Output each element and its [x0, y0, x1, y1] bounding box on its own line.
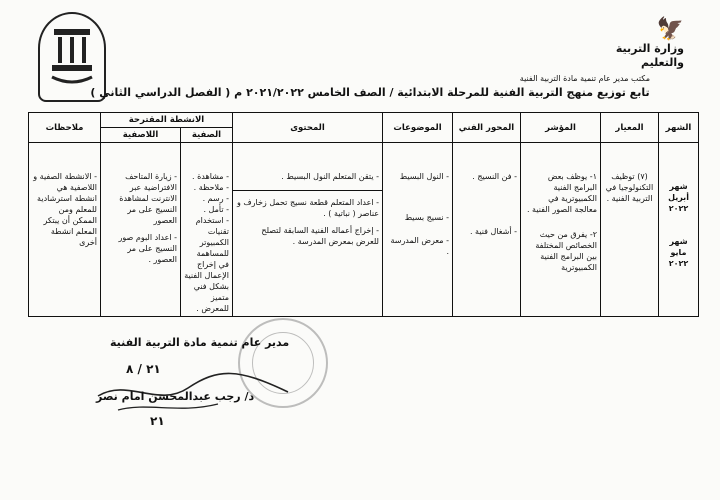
- header-axis: المحور الفني: [453, 113, 521, 143]
- notes-cell: [29, 143, 101, 317]
- header-notes: ملاحظات: [29, 113, 101, 143]
- eagle-icon: 🦅: [656, 17, 684, 42]
- header-classroom: الصفية: [181, 128, 233, 143]
- office-name: مكتب مدير عام تنمية مادة التربية الفنية: [519, 74, 650, 83]
- month-cell: [659, 143, 699, 317]
- header-activities: الانشطة المقترحة: [101, 113, 233, 128]
- classroom-cell: [181, 143, 233, 317]
- content-2: - اعداد المتعلم قطعة نسيج تحمل زخارف و عناصر ( نباتية ) .: [236, 198, 379, 218]
- axis-1: - فن النسيج .: [472, 172, 517, 181]
- topic-3: - معرض المدرسة .: [390, 236, 449, 256]
- classroom-2: - ملاحظة .: [193, 183, 229, 192]
- header-indicator: المؤشر: [521, 113, 601, 143]
- axis-2: - أشغال فنية .: [469, 227, 517, 236]
- extra-cell: [101, 143, 181, 317]
- topic-2: - نسيج بسيط: [404, 213, 449, 222]
- month-may: شهر مايو ٢٠٢٢: [668, 237, 689, 268]
- signature-scribble: [88, 358, 298, 418]
- signature-number: ٢١: [150, 414, 165, 428]
- document-title: تابع توزيع منهج التربية الفنية للمرحلة الابتدائية / الصف الخامس ٢٠٢١/٢٠٢٢ م ( الفصل الدراسي الثاني ): [90, 86, 650, 99]
- content-3: - إخراج أعماله الفنية السابقة لتصلح للعرض بمعرض المدرسة .: [261, 226, 379, 246]
- header-content: المحتوى: [233, 113, 383, 143]
- signature-name: د/ رجب عبدالمحسن امام نصر: [96, 390, 255, 403]
- content-cell: [233, 143, 383, 317]
- classroom-1: - مشاهدة .: [192, 172, 229, 181]
- standard-text: (٧) توظيف التكنولوجيا في التربية الفنية .: [605, 172, 654, 203]
- axis-cell: [453, 143, 521, 317]
- topics-cell: [383, 143, 453, 317]
- header-standard: المعيار: [601, 113, 659, 143]
- classroom-4: - تأمل .: [203, 205, 229, 214]
- standard-cell: [601, 143, 659, 317]
- extra-1: - زيارة المتاحف الافتراضية عبر الانترنت لمشاهدة النسيج على مر العصور: [119, 172, 177, 225]
- header-extra: اللاصفية: [101, 128, 181, 143]
- header-month: الشهر: [659, 113, 699, 143]
- ministry-logo: [598, 18, 684, 70]
- indicator-1: ١- يوظف بعض البرامج الفنية الكمبيوترية في معالجة الصور الفنية .: [526, 172, 597, 214]
- ministry-name: وزارة التربية والتعليم: [615, 42, 684, 69]
- emblem-icon: [46, 21, 98, 93]
- notes-text: - الانشطة الصفية و اللاصفية هي انشطة استرشادية للمعلم ومن الممكن أن يبتكر المعلم انشطة أخرى: [33, 172, 97, 247]
- topic-1: - النول البسيط: [399, 172, 449, 181]
- indicator-2: ٢- يفرق من حيث الخصائص المختلفة بين البرامج الفنية الكمبيوترية: [535, 230, 597, 272]
- table-row: [29, 143, 699, 317]
- signature-title: مدير عام تنمية مادة التربية الفنية: [110, 336, 290, 349]
- header-topics: الموضوعات: [383, 113, 453, 143]
- signature-date: ٢١ / ٨: [126, 362, 161, 376]
- extra-2: - اعداد البوم صور النسيج على مر العصور .: [118, 233, 177, 264]
- indicator-cell: [521, 143, 601, 317]
- curriculum-table: [28, 112, 699, 317]
- content-1: - يتقن المتعلم النول البسيط .: [281, 172, 379, 181]
- month-april: شهر أبريل ٢٠٢٢: [668, 182, 689, 213]
- classroom-5: - استخدام تقنيات الكمبيوتر للمساهمة في إخراج الإعمال الفنية بشكل فني متميز للمعرض .: [184, 216, 229, 313]
- classroom-3: - رسم .: [202, 194, 229, 203]
